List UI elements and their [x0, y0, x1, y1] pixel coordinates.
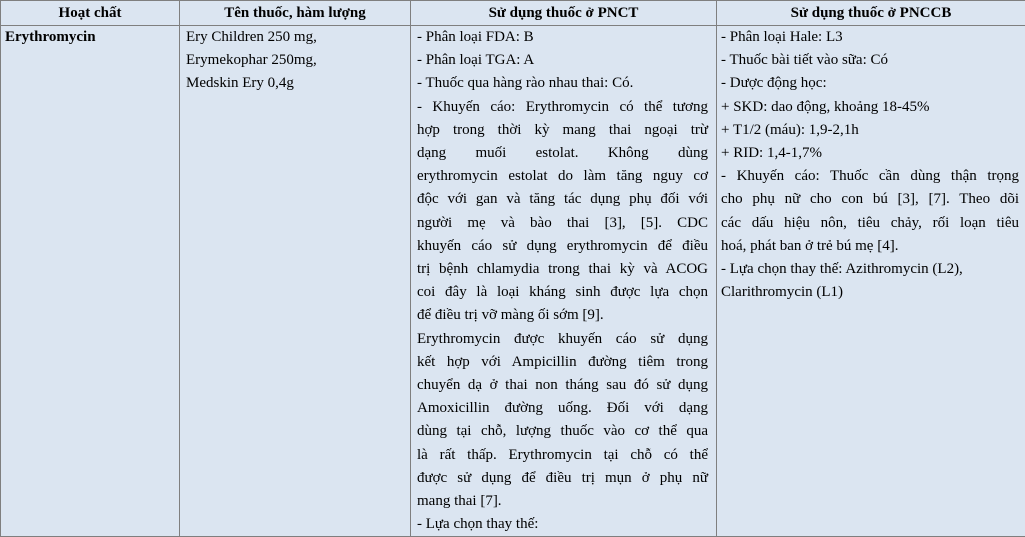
- pregnancy-line: - Phân loại TGA: A: [417, 49, 708, 72]
- pregnancy-line: mang thai [7].: [417, 490, 708, 513]
- pregnancy-line: kết hợp với Ampicillin đường tiêm trong: [417, 351, 708, 374]
- table-header-row: [1, 1, 1025, 26]
- drug-name-line: Medskin Ery 0,4g: [186, 72, 406, 95]
- breastfeeding-line: + SKD: dao động, khoảng 18-45%: [721, 96, 1019, 119]
- breastfeeding-line: - Khuyến cáo: Thuốc cần dùng thận trọng: [721, 165, 1019, 188]
- breastfeeding-line: Clarithromycin (L1): [721, 281, 1019, 304]
- breastfeeding-line: - Phân loại Hale: L3: [721, 26, 1019, 49]
- pregnancy-line: hợp trong thời kỳ mang thai ngoại trừ: [417, 119, 708, 142]
- pregnancy-line: Erythromycin được khuyến cáo sử dụng: [417, 328, 708, 351]
- breastfeeding-line: + T1/2 (máu): 1,9-2,1h: [721, 119, 1019, 142]
- breastfeeding-line: - Thuốc bài tiết vào sữa: Có: [721, 49, 1019, 72]
- header-drug-name: Tên thuốc, hàm lượng: [180, 1, 411, 26]
- breastfeeding-line: các dấu hiệu nôn, tiêu chảy, rối loạn tiêu: [721, 212, 1019, 235]
- pregnancy-line: coi đây là loại kháng sinh được lựa chọn: [417, 281, 708, 304]
- breastfeeding-line: cho phụ nữ cho con bú [3], [7]. Theo dõi: [721, 188, 1019, 211]
- table-row: [1, 26, 1025, 537]
- pregnancy-line: chuyển dạ ở thai non tháng sau đó sử dụng: [417, 374, 708, 397]
- pregnancy-line: - Khuyến cáo: Erythromycin có thể tương: [417, 96, 708, 119]
- pregnancy-line: trị bệnh chlamydia trong thai kỳ và ACOG: [417, 258, 708, 281]
- breastfeeding-line: + RID: 1,4-1,7%: [721, 142, 1019, 165]
- drug-name-line: Erymekophar 250mg,: [186, 49, 406, 72]
- header-pregnancy-use: Sử dụng thuốc ở PNCT: [411, 1, 717, 26]
- pregnancy-use-cell: [411, 26, 717, 537]
- pregnancy-line: - Thuốc qua hàng rào nhau thai: Có.: [417, 72, 708, 95]
- pregnancy-line: erythromycin estolat do làm tăng nguy cơ: [417, 165, 708, 188]
- pregnancy-line: để điều trị vỡ màng ối sớm [9].: [417, 304, 708, 327]
- drug-name-cell: [180, 26, 411, 537]
- pregnancy-line: dạng muối estolat. Không dùng: [417, 142, 708, 165]
- breastfeeding-line: hoá, phát ban ở trẻ bú mẹ [4].: [721, 235, 1019, 258]
- header-breastfeeding-use: Sử dụng thuốc ở PNCCB: [717, 1, 1025, 26]
- pregnancy-line: người mẹ và bào thai [3], [5]. CDC: [417, 212, 708, 235]
- pregnancy-line: khuyến cáo sử dụng erythromycin để điều: [417, 235, 708, 258]
- pregnancy-line: là rất thấp. Erythromycin tại chỗ có thể: [417, 444, 708, 467]
- pregnancy-line: - Lựa chọn thay thế:: [417, 513, 708, 536]
- header-active-ingredient: Hoạt chất: [1, 1, 180, 26]
- breastfeeding-use-cell: [717, 26, 1025, 537]
- drug-name-line: Ery Children 250 mg,: [186, 26, 406, 49]
- active-ingredient-cell: Erythromycin: [1, 26, 180, 537]
- pregnancy-line: được sử dụng để điều trị mụn ở phụ nữ: [417, 467, 708, 490]
- breastfeeding-line: - Lựa chọn thay thế: Azithromycin (L2),: [721, 258, 1019, 281]
- breastfeeding-line: - Dược động học:: [721, 72, 1019, 95]
- pregnancy-line: - Phân loại FDA: B: [417, 26, 708, 49]
- pregnancy-line: dùng tại chỗ, lượng thuốc vào cơ thể qua: [417, 420, 708, 443]
- pregnancy-line: độc với gan và tăng tác dụng phụ đối với: [417, 188, 708, 211]
- pregnancy-line: Amoxicillin đường uống. Đối với dạng: [417, 397, 708, 420]
